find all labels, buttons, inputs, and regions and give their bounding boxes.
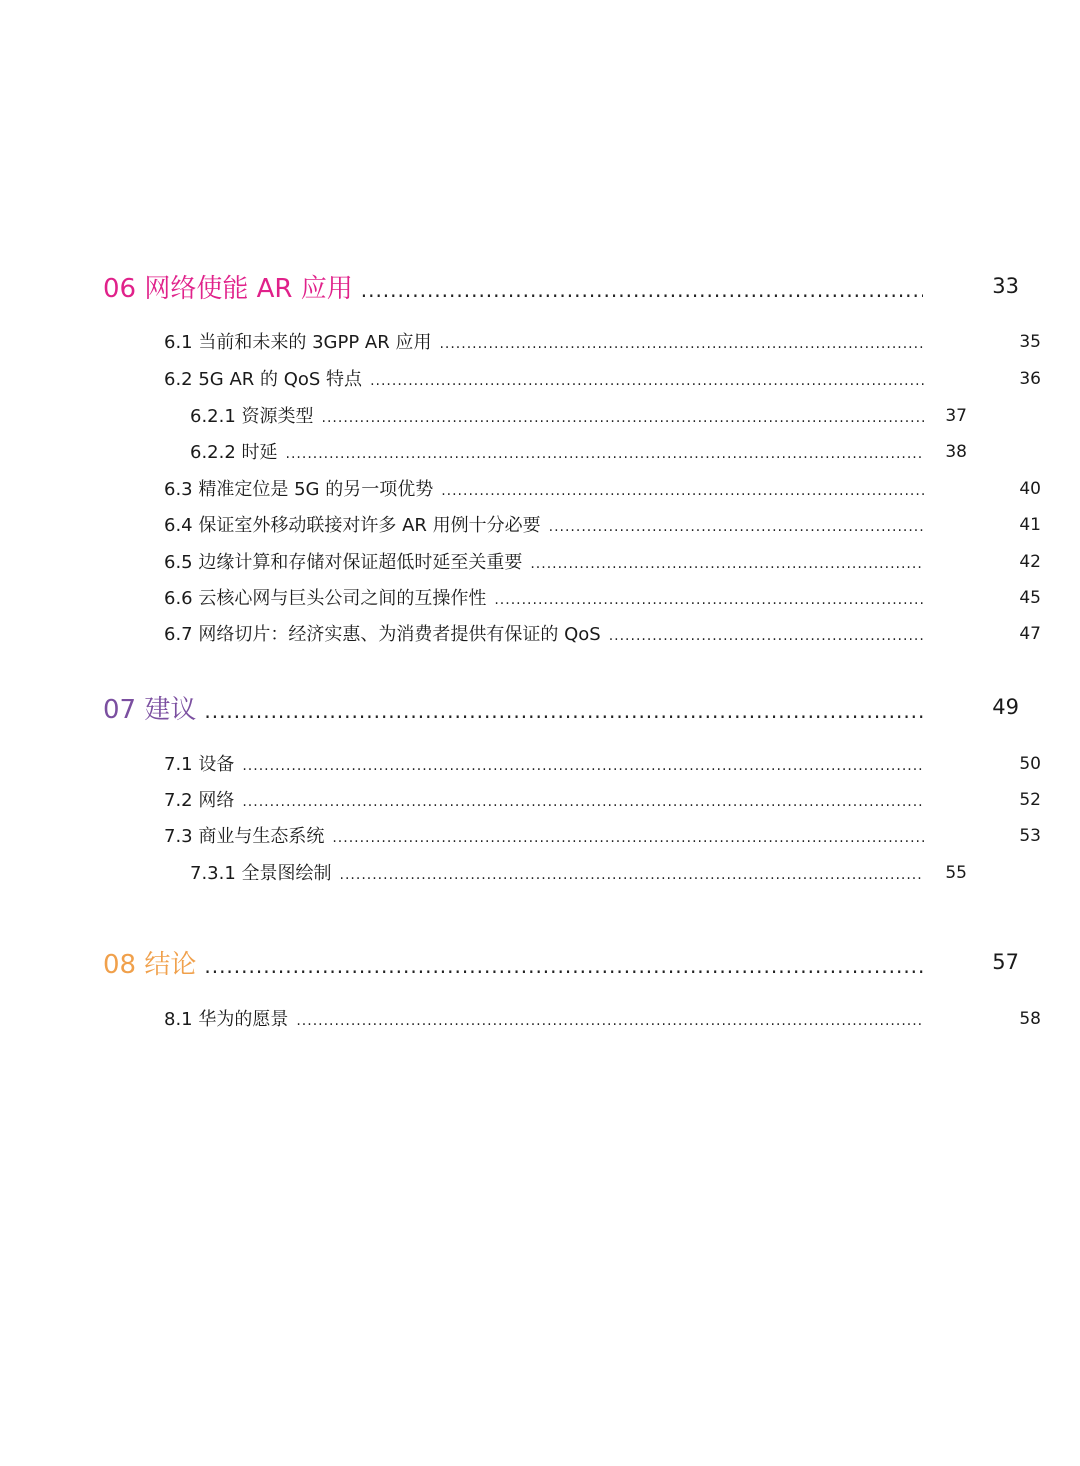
toc-section-6-7[interactable]: [164, 620, 1041, 646]
page-number: 37: [945, 406, 967, 426]
section-title: 6.5 边缘计算和存储对保证超低时延至关重要: [164, 552, 523, 573]
dot-leader: [204, 699, 923, 723]
dot-leader: [332, 830, 924, 846]
section-title: 6.2.2 时延: [190, 442, 278, 463]
page-number: 47: [1019, 624, 1041, 644]
section-title: 7.1 设备: [164, 754, 235, 775]
dot-leader: [549, 519, 924, 535]
section-title: 7.3 商业与生态系统: [164, 826, 325, 847]
toc-chapter-06[interactable]: [103, 268, 1019, 305]
page-number: 52: [1019, 790, 1041, 810]
dot-leader: [361, 278, 923, 302]
toc-section-7-1[interactable]: [164, 750, 1041, 776]
toc-subsection-7-3-1[interactable]: [190, 859, 967, 885]
page-number: 50: [1019, 754, 1041, 774]
page-number: 41: [1019, 515, 1041, 535]
page-number: 42: [1019, 552, 1041, 572]
section-title: 6.3 精准定位是 5G 的另一项优势: [164, 479, 434, 500]
toc-section-6-1[interactable]: [164, 328, 1041, 354]
dot-leader: [296, 1013, 924, 1029]
toc-section-7-3[interactable]: [164, 822, 1041, 848]
toc-section-6-5[interactable]: [164, 548, 1041, 574]
section-title: 6.2 5G AR 的 QoS 特点: [164, 369, 363, 390]
page-number: 38: [945, 442, 967, 462]
toc-chapter-08[interactable]: [103, 944, 1019, 981]
dot-leader: [340, 867, 924, 883]
dot-leader: [242, 758, 924, 774]
dot-leader: [204, 954, 923, 978]
toc-section-6-2[interactable]: [164, 365, 1041, 391]
page-number: 40: [1019, 479, 1041, 499]
dot-leader: [494, 592, 924, 608]
chapter-title: 06 网络使能 AR 应用: [103, 274, 353, 304]
dot-leader: [286, 446, 924, 462]
dot-leader: [441, 483, 924, 499]
toc-subsection-6-2-2[interactable]: [190, 438, 967, 464]
section-title: 8.1 华为的愿景: [164, 1009, 289, 1030]
toc-section-7-2[interactable]: [164, 786, 1041, 812]
page-number: 58: [1019, 1009, 1041, 1029]
section-title: 7.2 网络: [164, 790, 235, 811]
chapter-title: 08 结论: [103, 950, 197, 980]
page-number: 57: [992, 950, 1019, 974]
page-number: 33: [992, 274, 1019, 298]
dot-leader: [322, 410, 924, 426]
page-number: 53: [1019, 826, 1041, 846]
chapter-title: 07 建议: [103, 695, 197, 725]
toc-section-8-1[interactable]: [164, 1005, 1041, 1031]
page-number: 55: [945, 863, 967, 883]
page-number: 45: [1019, 588, 1041, 608]
page-number: 49: [992, 695, 1019, 719]
toc-chapter-07[interactable]: [103, 689, 1019, 726]
dot-leader: [439, 336, 924, 352]
dot-leader: [242, 794, 924, 810]
dot-leader: [609, 628, 924, 644]
section-title: 6.7 网络切片：经济实惠、为消费者提供有保证的 QoS: [164, 624, 601, 645]
dot-leader: [530, 556, 924, 572]
section-title: 6.2.1 资源类型: [190, 406, 314, 427]
section-title: 6.6 云核心网与巨头公司之间的互操作性: [164, 588, 487, 609]
toc-section-6-4[interactable]: [164, 511, 1041, 537]
section-title: 7.3.1 全景图绘制: [190, 863, 332, 884]
page-number: 35: [1019, 332, 1041, 352]
section-title: 6.1 当前和未来的 3GPP AR 应用: [164, 332, 432, 353]
page-number: 36: [1019, 369, 1041, 389]
dot-leader: [370, 373, 924, 389]
toc-section-6-3[interactable]: [164, 475, 1041, 501]
toc-section-6-6[interactable]: [164, 584, 1041, 610]
section-title: 6.4 保证室外移动联接对许多 AR 用例十分必要: [164, 515, 541, 536]
toc-subsection-6-2-1[interactable]: [190, 402, 967, 428]
